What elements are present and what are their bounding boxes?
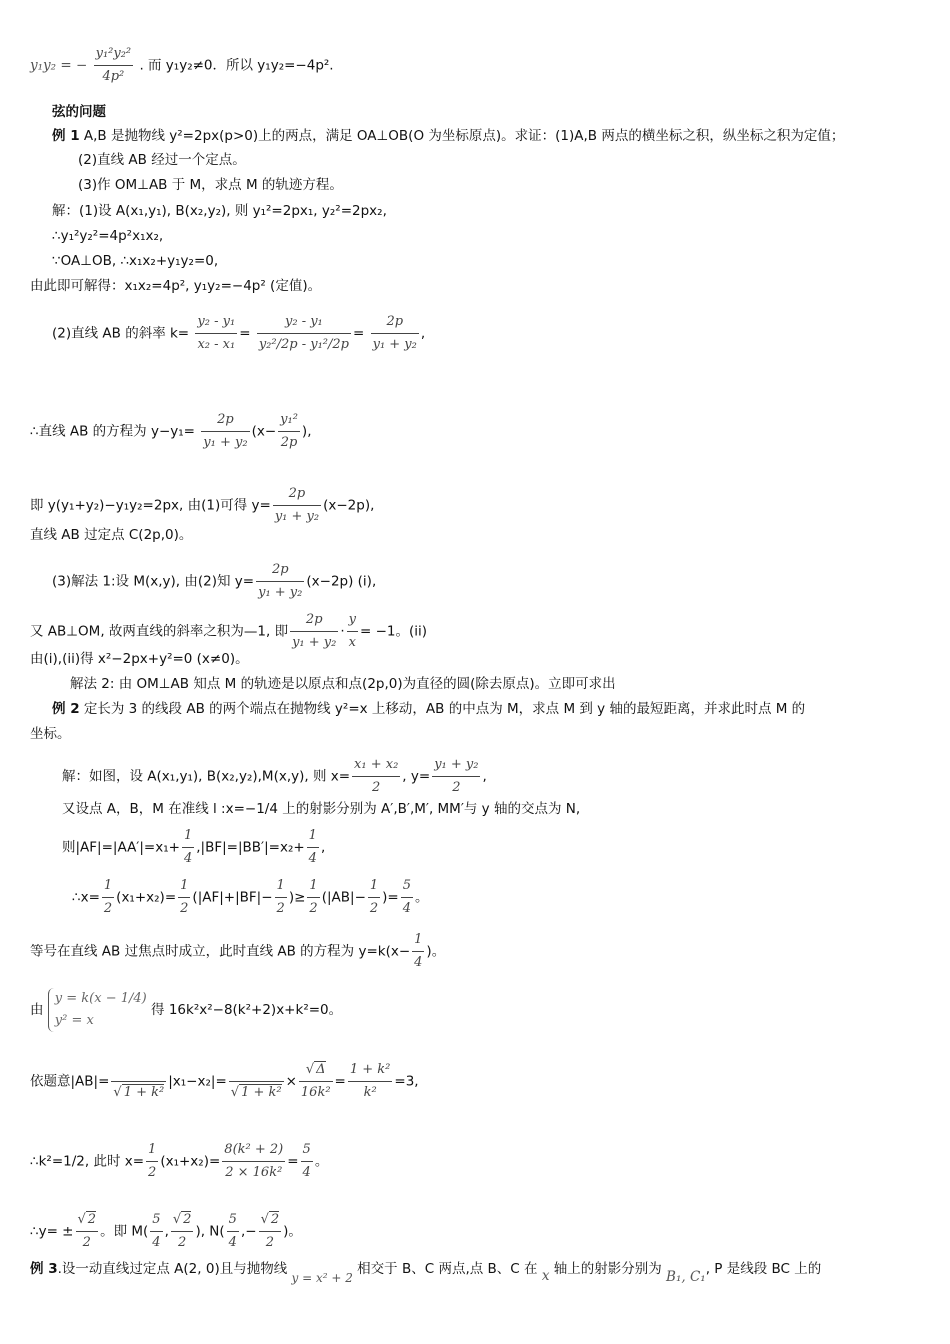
ex1-sol-line4: 由此即可解得：x₁x₂=4p², y₁y₂=−4p² (定值)。 [30, 278, 322, 294]
ex2-sol-line4: ∴x= $\frac{1}{2}$ (x₁+x₂)= $\frac{1}{2}$ (|AF|+|BF|− $\frac{1}{2}$ )≥ $\frac{1}{2}$ (|AB|− $\frac{1}{2}$ )= $\frac{5}{4}$ 。 [72, 878, 429, 916]
ex2-system: 由 y = k(x − 1/4) y² = x 得 16k²x²−8(k²+2)x+k²=0。 [30, 988, 342, 1032]
ex2-sol-line7: 依题意|AB|= √ 1 + k² |x₁−x₂|= √ 1 + k² × $\frac{√ \Delta}{\text{16k²}}$ = $\frac{\text{1 + k²}}{\text{k²}}$ =3, [30, 1062, 419, 1100]
ex1-part3: (3)作 OM⊥AB 于 M，求点 M 的轨迹方程。 [78, 177, 343, 193]
ex2-sol-line3: 则|AF|=|AA′|=x₁+ $\frac{1}{4}$ ,|BF|=|BB′|=x₂+ $\frac{1}{4}$ , [62, 828, 326, 866]
top-fraction: $\frac{\text{y₁²y₂²}}{\text{4p²}}$ [95, 46, 132, 84]
ex2-sol-line1: 解：如图，设 A(x₁,y₁), B(x₂,y₂),M(x,y), 则 x= $\frac{\text{x₁ + x₂}}{2}$ , y= $\frac{\text{y₁ + y₂}}{2}$ , [62, 757, 487, 795]
top-rest: . 而 y₁y₂≠0．所以 y₁y₂=−4p². [139, 57, 334, 74]
ex2-label: 例 2 [52, 701, 80, 717]
ex3-label: 例 3 [30, 1261, 58, 1277]
top-lhs: y₁y₂ = − [30, 57, 88, 74]
ex1-sol-line2: ∴y₁²y₂²=4p²x₁x₂, [52, 228, 164, 244]
ex3-statement: 例 3.设一动直线过定点 A(2, 0)且与抛物线 y = x² + 2 相交于 B、C 两点,点 B、C 在 x 轴上的射影分别为 B₁, C₁, P 是线段 BC 上的 [30, 1261, 822, 1285]
top-formula-line [30, 44, 334, 87]
ex1-method2: 解法 2: 由 OM⊥AB 知点 M 的轨迹是以原点和点(2p,0)为直径的圆(除去原点)。立即可求出 [70, 676, 616, 692]
ex1-fixed-point: 直线 AB 过定点 C(2p,0)。 [30, 527, 193, 543]
ex1-line-equation: ∴直线 AB 的方程为 y−y₁= $\frac{2p}{\text{y₁ + y₂}}$ (x− $\frac{\text{y₁²}}{2p}$ ), [30, 412, 312, 450]
ex1-line-simplified: 即 y(y₁+y₂)−y₁y₂=2px, 由(1)可得 y= $\frac{2p}{\text{y₁ + y₂}}$ (x−2p), [30, 486, 375, 524]
ex2-sol-line8: ∴k²=1/2, 此时 x= $\frac{1}{2}$ (x₁+x₂)= $\frac{\text{8(k² + 2)}}{\text{2 × 16k²}}$ = $\frac{5}{4}$ 。 [30, 1142, 329, 1180]
ex2-sol-line2: 又设点 A，B，M 在准线 l :x=−1/4 上的射影分别为 A′,B′,M′, MM′与 y 轴的交点为 N, [62, 801, 581, 817]
ex1-m-eq1: (3)解法 1:设 M(x,y), 由(2)知 y= $\frac{2p}{\text{y₁ + y₂}}$ (x−2p) (i), [52, 562, 377, 600]
ex1-m-result: 由(i),(ii)得 x²−2px+y²=0 (x≠0)。 [30, 651, 249, 667]
ex1-label: 例 1 [52, 128, 80, 144]
ex1-part2: (2)直线 AB 经过一个定点。 [78, 152, 246, 168]
slope-fraction-1: $\frac{\text{y₂ - y₁}}{\text{x₂ - x₁}}$ [197, 314, 236, 352]
ex1-slope-line: (2)直线 AB 的斜率 k= $\frac{\text{y₂ - y₁}}{\text{x₂ - x₁}}$ = $\frac{\text{y₂ - y₁}}{\text{y₂²/2p - y₁²/2p}}$ = $\frac{2p}{\text{y₁ + y₂}}$ , [52, 312, 425, 355]
ex2-statement-cont: 坐标。 [30, 726, 71, 742]
ex2-sol-line5: 等号在直线 AB 过焦点时成立，此时直线 AB 的方程为 y=k(x− $\frac{1}{4}$ )。 [30, 932, 446, 970]
section-title: 弦的问题 [52, 104, 106, 120]
slope-fraction-3: $\frac{2p}{\text{y₁ + y₂}}$ [372, 314, 417, 352]
ex2-sol-line9: ∴y= ± $\frac{√ 2}{2}$ 。即 M( $\frac{5}{4}$ , $\frac{√ 2}{2}$ ), N( $\frac{5}{4}$ ,− $\frac{√ 2}{2}$ )。 [30, 1212, 302, 1250]
ex3-curve: y = x² + 2 [291, 1271, 353, 1285]
equation-system-brace: y = k(x − 1/4) y² = x [48, 988, 147, 1032]
ex1-statement: 例 1 A,B 是抛物线 y²=2px(p>0)上的两点，满足 OA⊥OB(O 为坐标原点)。求证：(1)A,B 两点的横坐标之积，纵坐标之积为定值； [52, 128, 845, 144]
slope-fraction-2: $\frac{\text{y₂ - y₁}}{\text{y₂²/2p - y₁²/2p}}$ [258, 314, 349, 352]
ex1-sol-line1: 解：(1)设 A(x₁,y₁), B(x₂,y₂), 则 y₁²=2px₁, y₂²=2px₂, [52, 203, 387, 219]
ex1-sol-line3: ∵OA⊥OB, ∴x₁x₂+y₁y₂=0, [52, 253, 219, 269]
ex2-statement: 例 2 定长为 3 的线段 AB 的两个端点在抛物线 y²=x 上移动，AB 的中点为 M，求点 M 到 y 轴的最短距离，并求此时点 M 的 [52, 701, 806, 717]
ex1-m-eq2: 又 AB⊥OM, 故两直线的斜率之积为—1, 即 $\frac{2p}{\text{y₁ + y₂}}$ · $\frac{y}{x}$ = −1。(ii) [30, 612, 428, 650]
